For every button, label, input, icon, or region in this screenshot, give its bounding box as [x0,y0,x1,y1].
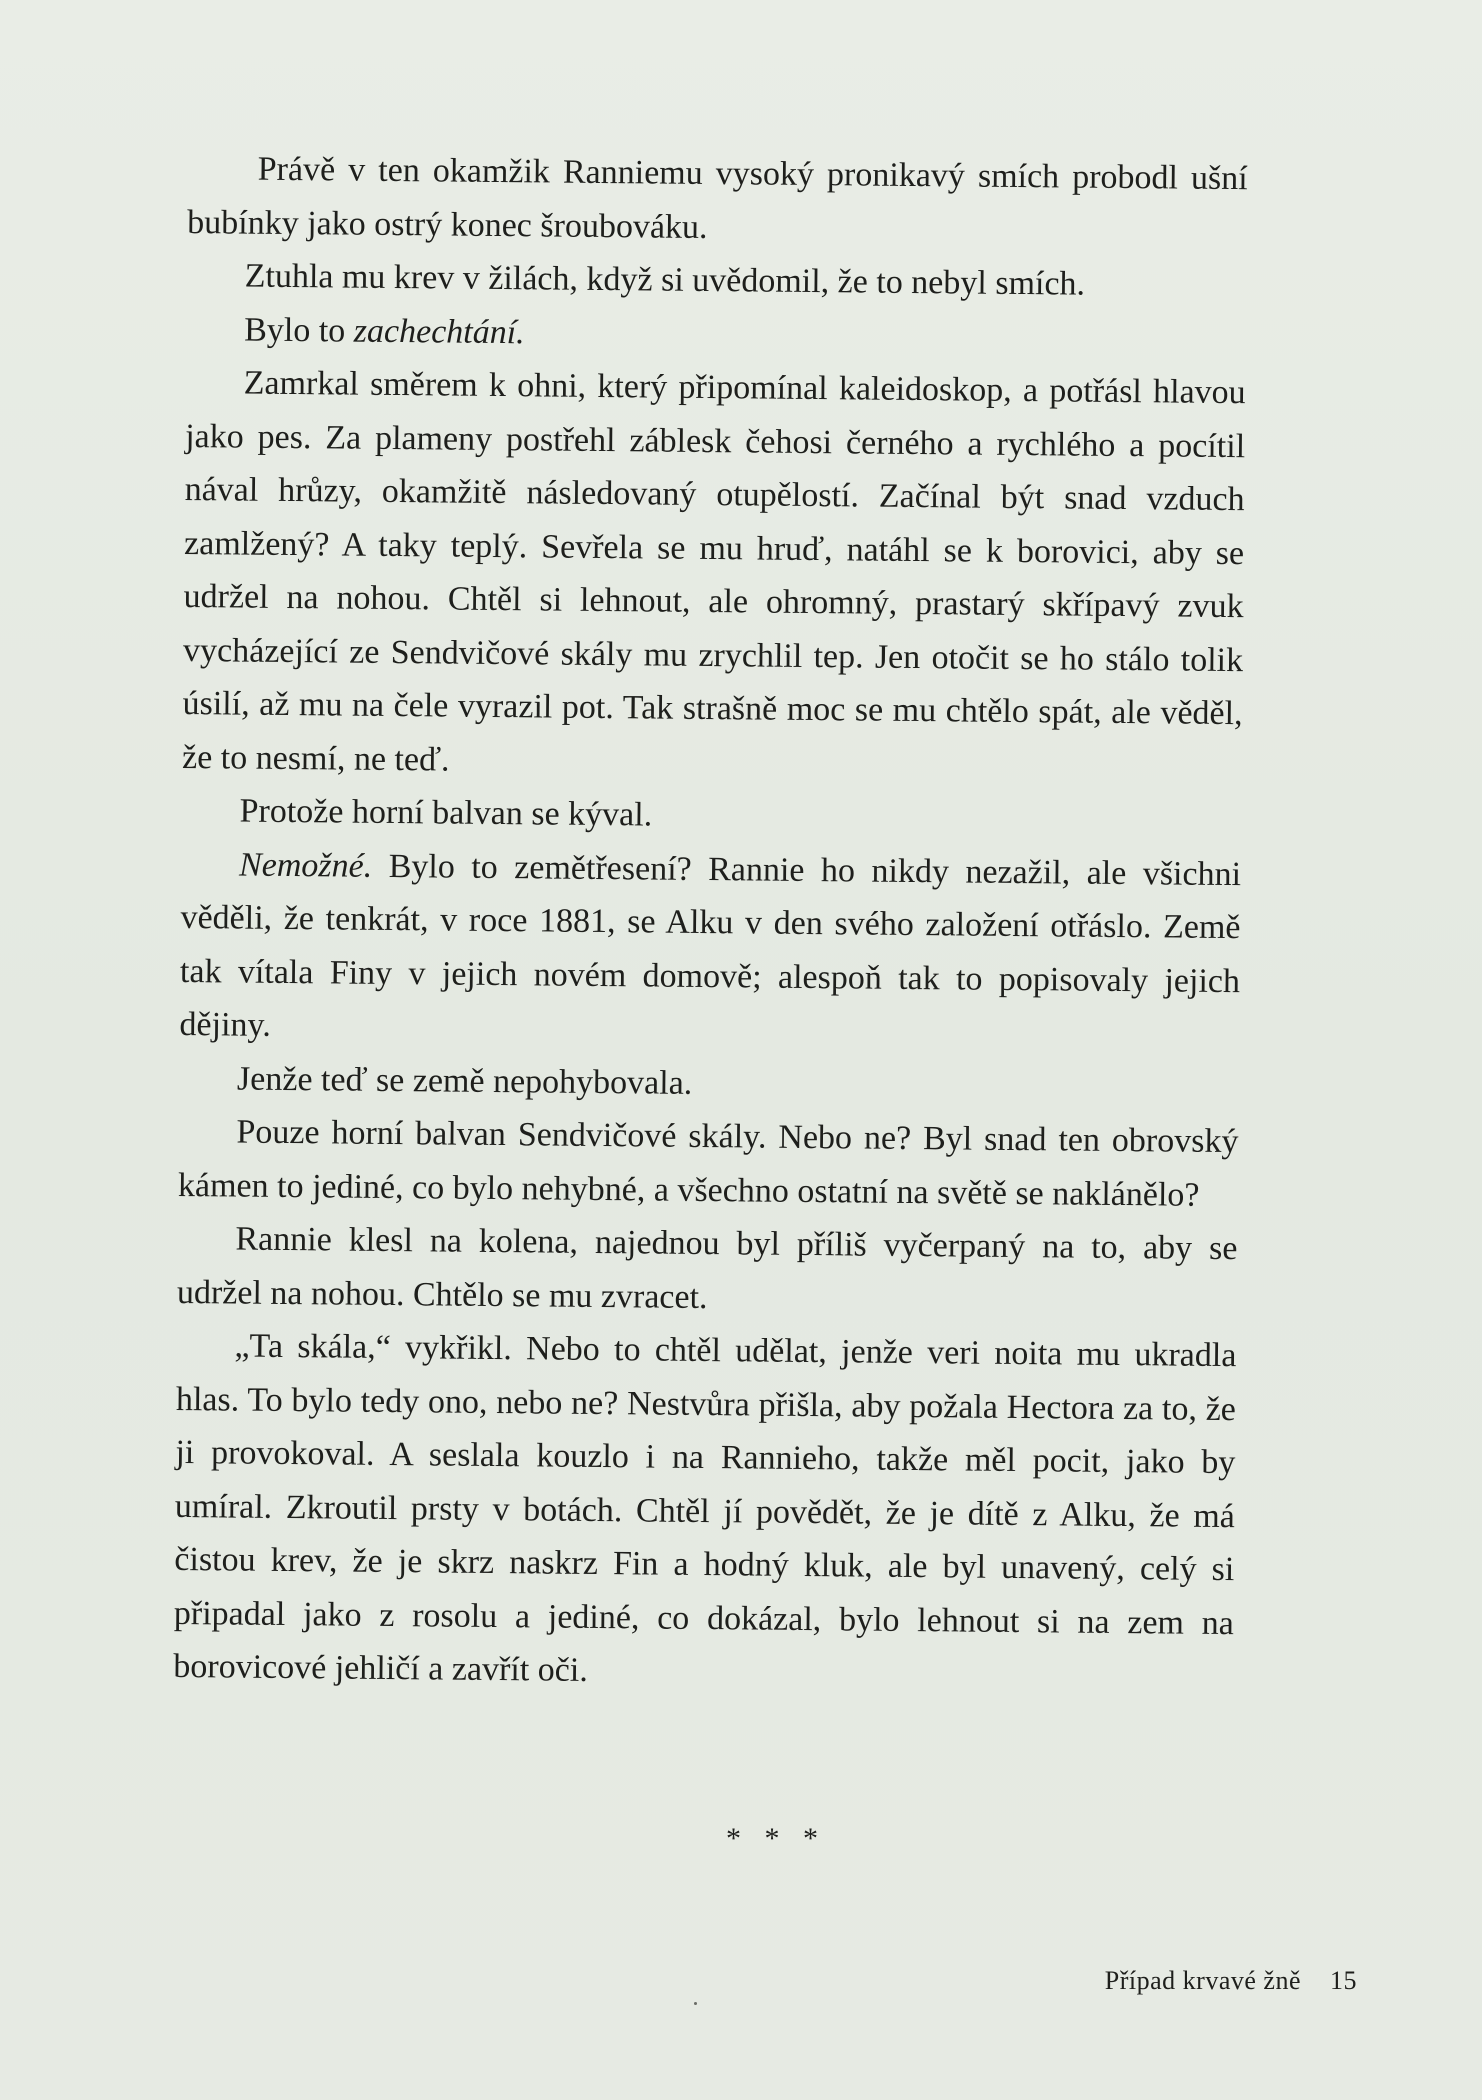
paragraph-text: Bylo to [244,311,354,350]
paragraph: Právě v ten okamžik Ranniemu vysoký pronikavý smích probodl ušní bubínky jako ostrý konec šroubováku. [187,150,1248,246]
paragraph: Zamrkal směrem k ohni, který připomínal kaleidoskop, a potřásl hlavou jako pes. Za plameny postřehl záblesk čehosi černého a rychlého a pocítil nával hrůzy, okamžitě následovaný otupělostí. Začínal být snad vzduch zamlžený? A taky teplý. Sevřela se mu hruď, natáhl se k borovici, aby se udržel na nohou. Chtěl si lehnout, ale ohromný, prastarý skřípavý zvuk vycházející ze Sendvičové skály mu zrychlil tep. Jen otočit se ho stálo tolik úsilí, až mu na čele vyrazil pot. Tak strašně moc se mu chtělo spát, ale věděl, že to nesmí, ne teď. [181,364,1246,779]
print-speck [694,2002,697,2005]
paragraph: „Ta skála,“ vykřikl. Nebo to chtěl udělat, jenže veri noita mu ukradla hlas. To bylo tedy ono, nebo ne? Nestvůra přišla, aby požala Hectora za to, že ji provokoval. A seslala kouzlo i na Rannieho, takže měl pocit, jako by umíral. Zkroutil prsty v botách. Chtěl jí povědět, že je dítě z Alku, že má čistou krev, že je skrz naskrz Fin a hodný kluk, ale byl unavený, celý si připadal jako z rosolu a jediné, co dokázal, bylo lehnout si na zem na borovicové jehličí a zavřít oči. [173,1327,1237,1689]
paragraph-text: Bylo to zemětřesení? Rannie ho nikdy nezažil, ale všichni věděli, že tenkrát, v roce 1881, se Alku v den svého založení otřáslo. Země tak vítala Finy v jejich novém domově; alespoň tak to popisovaly jejich dějiny. [179,847,1242,1044]
paragraph: Rannie klesl na kolena, najednou byl příliš vyčerpaný na to, aby se udržel na nohou. Chtělo se mu zvracet. [176,1220,1238,1316]
paragraph: Ztuhla mu krev v žilách, když si uvědomil, že to nebyl smích. [244,257,1086,303]
page-number: 15 [1330,1966,1357,1995]
running-footer [1105,1966,1357,1996]
paragraph: Pouze horní balvan Sendvičové skály. Nebo ne? Byl snad ten obrovský kámen to jediné, co bylo nehybné, a všechno ostatní na světě se naklánělo? [177,1113,1239,1214]
paragraph [179,837,1241,1061]
italic-word: Nemožné. [238,846,373,885]
paragraph: Protože horní balvan se kýval. [239,792,653,834]
section-separator: * * * [726,1822,826,1855]
footer-book-title: Případ krvavé žně [1104,1966,1301,1995]
body-text [173,142,1248,1704]
italic-word: zachechtání. [353,312,525,351]
paragraph: Jenže teď se země nepohybovala. [236,1060,693,1102]
